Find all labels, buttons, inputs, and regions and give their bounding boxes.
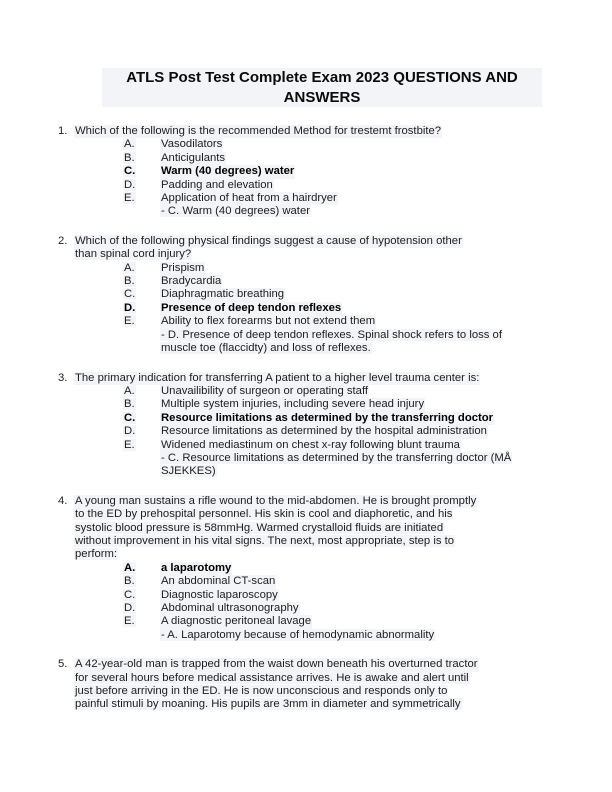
option-row	[58, 615, 562, 628]
option-text: Widened mediastinum on chest x-ray following blunt trauma	[161, 438, 460, 451]
question-text: Which of the following is the recommended Method for trestemt frostbite?	[75, 125, 442, 137]
option-letter: C.	[124, 165, 136, 178]
option-letter: D.	[124, 602, 136, 614]
option-row-correct	[58, 562, 562, 575]
option-text: Vasodilators	[161, 138, 223, 151]
option-text: Presence of deep tendon reflexes	[161, 301, 342, 314]
option-text: a laparotomy	[161, 561, 232, 574]
option-letter: A.	[124, 384, 135, 397]
option-text: Diagnostic laparoscopy	[161, 588, 278, 601]
question-text-line: to the ED by prehospital personnel. His skin is cool and diaphoretic, and his	[75, 508, 453, 521]
option-row	[58, 288, 562, 301]
option-letter: B.	[124, 275, 135, 288]
question-3	[58, 372, 562, 479]
option-text: Resource limitations as determined by the transferring doctor	[161, 411, 494, 424]
question-text-line: just before arriving in the ED. He is now unconscious and responds only to	[75, 685, 448, 698]
option-text: Multiple system injuries, including severe head injury	[161, 398, 425, 411]
option-text: Prispism	[161, 261, 205, 274]
option-letter: B.	[124, 398, 135, 411]
option-letter: C.	[124, 288, 136, 301]
option-row-correct	[58, 302, 562, 315]
question-text-line: perform:	[75, 548, 118, 561]
answer-line: SJEKKES)	[161, 465, 216, 478]
question-2	[58, 235, 562, 356]
option-letter: E.	[124, 615, 135, 628]
option-row	[58, 385, 562, 398]
question-text-line	[58, 125, 562, 138]
answer-line: - C. Warm (40 degrees) water	[161, 205, 310, 218]
option-letter: B.	[124, 575, 135, 588]
question-text-line	[58, 372, 562, 385]
option-row	[58, 138, 562, 151]
question-text-line: without improvement in his vital signs. The next, most appropriate, step is to	[75, 534, 455, 547]
answer-line: muscle toe (flaccidty) and loss of reflexes.	[161, 342, 371, 355]
option-text: Unavailibility of surgeon or operating staff	[161, 384, 369, 397]
question-text-line	[58, 235, 562, 248]
question-number: 3.	[58, 371, 68, 384]
question-text-line: systolic blood pressure is 58mmHg. Warmed crystalloid fluids are initiated	[75, 521, 444, 534]
answer-line: - C. Resource limitations as determined by the transferring doctor (MÅ	[161, 451, 512, 464]
option-text: Diaphragmatic breathing	[161, 288, 285, 301]
option-letter: E.	[124, 315, 135, 328]
option-text: A diagnostic peritoneal lavage	[161, 615, 312, 628]
option-text: Application of heat from a hairdryer	[161, 192, 337, 205]
option-text: Ability to flex forearms but not extend them	[161, 315, 376, 328]
question-text-line	[58, 658, 562, 671]
question-text-line: painful stimuli by moaning. His pupils are 3mm in diameter and symmetrically	[75, 698, 461, 711]
option-text: Warm (40 degrees) water	[161, 165, 295, 178]
option-row	[58, 398, 562, 411]
option-letter: E.	[124, 192, 135, 205]
question-text-line	[58, 495, 562, 508]
question-text-line: than spinal cord injury?	[75, 248, 192, 261]
option-letter: A.	[124, 138, 135, 151]
option-row	[58, 425, 562, 438]
option-text: Bradycardia	[161, 275, 222, 288]
option-text: Abdominal ultrasonography	[161, 602, 299, 614]
document-title: ATLS Post Test Complete Exam 2023 QUESTIONS AND ANSWERS	[102, 68, 542, 107]
option-text: An abdominal CT-scan	[161, 575, 276, 588]
questions-list	[58, 125, 562, 712]
question-text: A 42-year-old man is trapped from the waist down beneath his overturned tractor	[75, 658, 478, 671]
option-row-correct	[58, 165, 562, 178]
answer-line: - D. Presence of deep tendon reflexes. Spinal shock refers to loss of	[161, 328, 502, 341]
option-row	[58, 439, 562, 452]
question-text: A young man sustains a rifle wound to the mid-abdomen. He is brought promptly	[75, 494, 477, 507]
option-row	[58, 602, 562, 615]
option-row-correct	[58, 412, 562, 425]
option-row	[58, 575, 562, 588]
question-4	[58, 495, 562, 642]
question-text: Which of the following physical findings suggest a cause of hypotension other	[75, 234, 462, 247]
option-letter: D.	[124, 425, 136, 438]
answer-line: - A. Laparotomy because of hemodynamic abnormality	[161, 628, 435, 641]
option-letter: C.	[124, 411, 136, 424]
question-number: 4.	[58, 494, 68, 507]
option-letter: C.	[124, 588, 136, 601]
option-letter: D.	[124, 178, 136, 191]
question-5	[58, 658, 562, 712]
question-number: 5.	[58, 658, 68, 671]
option-row	[58, 275, 562, 288]
option-row	[58, 589, 562, 602]
question-text: The primary indication for transferring A patient to a higher level trauma center is:	[75, 371, 480, 384]
option-row	[58, 179, 562, 192]
option-text: Resource limitations as determined by the hospital administration	[161, 425, 487, 438]
question-text-line: for several hours before medical assistance arrives. He is awake and alert until	[75, 671, 469, 684]
option-text: Padding and elevation	[161, 178, 273, 191]
option-letter: D.	[124, 301, 136, 314]
option-letter: B.	[124, 151, 135, 164]
option-text: Anticigulants	[161, 151, 226, 164]
question-number: 1.	[58, 125, 68, 137]
option-letter: A.	[124, 261, 135, 274]
question-number: 2.	[58, 234, 68, 247]
option-row	[58, 315, 562, 328]
question-1	[58, 125, 562, 219]
option-letter: E.	[124, 438, 135, 451]
option-letter: A.	[124, 561, 136, 574]
option-row	[58, 262, 562, 275]
option-row	[58, 152, 562, 165]
option-row	[58, 192, 562, 205]
